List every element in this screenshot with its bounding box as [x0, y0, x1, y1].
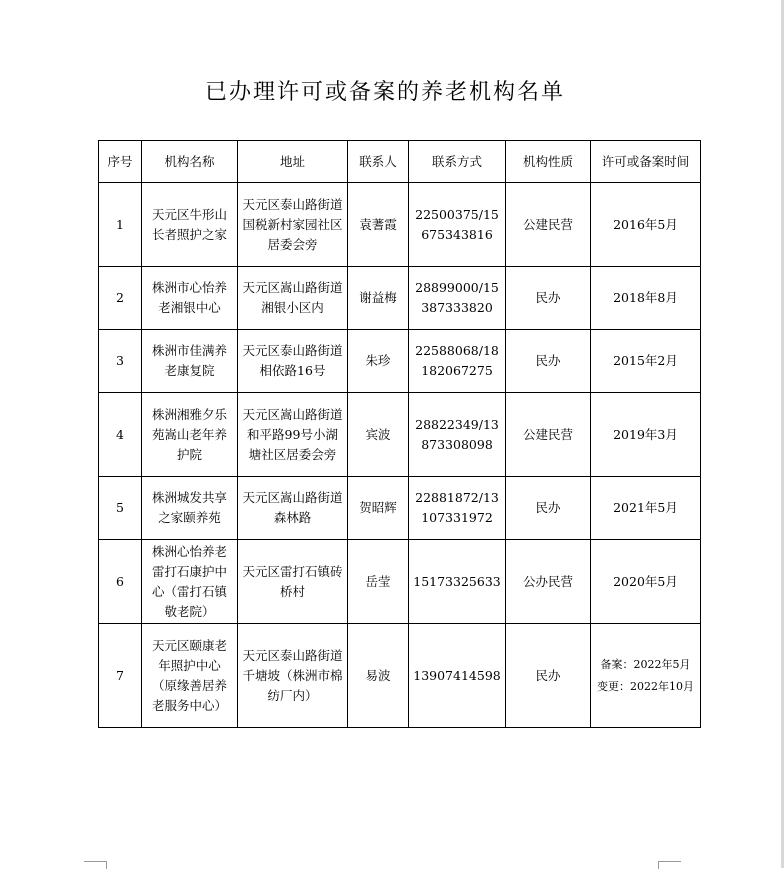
- contact-person: 贺昭辉: [348, 477, 409, 540]
- row-number: 1: [99, 183, 142, 267]
- institution-nature: 民办: [506, 330, 591, 393]
- contact-phone: 22881872/13107331972: [409, 477, 506, 540]
- institution-name: 天元区颐康老年照护中心（原缘善居养老服务中心）: [142, 624, 238, 728]
- row-number: 5: [99, 477, 142, 540]
- institution-address: 天元区雷打石镇砖桥村: [238, 540, 348, 624]
- row-number: 2: [99, 267, 142, 330]
- header-cell: 许可或备案时间: [591, 141, 701, 183]
- institution-address: 天元区嵩山路街道和平路99号小湖塘社区居委会旁: [238, 393, 348, 477]
- contact-phone: 22588068/18182067275: [409, 330, 506, 393]
- table-row: [99, 330, 701, 393]
- institution-nature: 民办: [506, 267, 591, 330]
- row-number: 3: [99, 330, 142, 393]
- contact-person: 岳莹: [348, 540, 409, 624]
- institution-name: 株洲市心怡养老湘银中心: [142, 267, 238, 330]
- institution-address: 天元区泰山路街道相依路16号: [238, 330, 348, 393]
- license-time: 2015年2月: [591, 330, 701, 393]
- row-number: 7: [99, 624, 142, 728]
- contact-person: 袁蓍霞: [348, 183, 409, 267]
- header-cell: 联系方式: [409, 141, 506, 183]
- license-time: 2020年5月: [591, 540, 701, 624]
- institution-address: 天元区泰山路街道国税新村家园社区居委会旁: [238, 183, 348, 267]
- institution-name: 株洲城发共享之家颐养苑: [142, 477, 238, 540]
- institution-address: 天元区嵩山路街道森林路: [238, 477, 348, 540]
- contact-phone: 28899000/15387333820: [409, 267, 506, 330]
- table-header-row: [99, 141, 701, 183]
- institution-name: 株洲市佳满养老康复院: [142, 330, 238, 393]
- contact-phone: 15173325633: [409, 540, 506, 624]
- contact-phone: 22500375/15675343816: [409, 183, 506, 267]
- institution-nature: 公办民营: [506, 540, 591, 624]
- license-time: 2021年5月: [591, 477, 701, 540]
- contact-phone: 28822349/13873308098: [409, 393, 506, 477]
- header-cell: 地址: [238, 141, 348, 183]
- filing-date: 备案：2022年5月: [600, 657, 691, 671]
- institution-table: [98, 140, 701, 728]
- header-cell: 联系人: [348, 141, 409, 183]
- table-row: [99, 393, 701, 477]
- license-time: 2016年5月: [591, 183, 701, 267]
- institution-nature: 公建民营: [506, 183, 591, 267]
- license-time: 2018年8月: [591, 267, 701, 330]
- header-cell: 序号: [99, 141, 142, 183]
- table-row: [99, 477, 701, 540]
- document-title: 已办理许可或备案的养老机构名单: [204, 79, 565, 105]
- table-row: [99, 624, 701, 728]
- contact-person: 朱珍: [348, 330, 409, 393]
- row-number: 6: [99, 540, 142, 624]
- row-number: 4: [99, 393, 142, 477]
- institution-name: 株洲心怡养老雷打石康护中心（雷打石镇敬老院）: [142, 540, 238, 624]
- license-time: 2019年3月: [591, 393, 701, 477]
- institution-nature: 公建民营: [506, 393, 591, 477]
- institution-address: 天元区泰山路街道千塘坡（株洲市棉纺厂内）: [238, 624, 348, 728]
- change-date: 变更：2022年10月: [597, 679, 694, 693]
- contact-person: 易波: [348, 624, 409, 728]
- contact-phone: 13907414598: [409, 624, 506, 728]
- table-row: [99, 540, 701, 624]
- institution-address: 天元区嵩山路街道湘银小区内: [238, 267, 348, 330]
- institution-nature: 民办: [506, 477, 591, 540]
- institution-name: 株洲湘雅夕乐苑嵩山老年养护院: [142, 393, 238, 477]
- license-time: [591, 624, 701, 728]
- institution-name: 天元区牛形山长者照护之家: [142, 183, 238, 267]
- table-row: [99, 183, 701, 267]
- institution-nature: 民办: [506, 624, 591, 728]
- table-row: [99, 267, 701, 330]
- contact-person: 宾波: [348, 393, 409, 477]
- header-cell: 机构性质: [506, 141, 591, 183]
- header-cell: 机构名称: [142, 141, 238, 183]
- contact-person: 谢益梅: [348, 267, 409, 330]
